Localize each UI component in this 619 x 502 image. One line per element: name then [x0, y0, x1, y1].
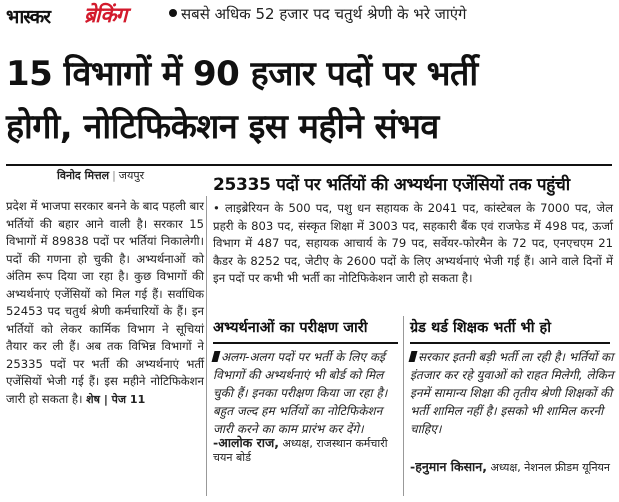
left-column-body: [6, 198, 204, 408]
section-body: • लाइब्रेरियन के 500 पद, पशु धन सहायक के 2041 पद, कांस्टेबल के 7000 पद, जेल प्रहरी के 803 पद, संस्कृत शिक्षा में 3003 पद, सहकारी बैंक एवं राजफेड में 498 पद, ऊर्जा विभाग में 487 पद, सहायक आचार्य के 79 पद, सर्वेयर-फोरमैन के 72 पद, एनएचएम 21 कैडर के 8252 पद, जेटीए के 2600 पदों के लिए अभ्यर्थनाएं भेजी गई हैं। आने वाले दिनों में इन पदों पर कभी भी भर्ती का नोटिफिकेशन जारी हो सकता है।: [213, 201, 613, 285]
breaking-label: ब्रेकिंग: [84, 3, 127, 27]
box1-rule: [213, 342, 398, 344]
byline-author: विनोद मित्तल: [57, 169, 110, 182]
box2-heading: ग्रेड थर्ड शिक्षक भर्ती भी हो: [410, 320, 551, 336]
box-divider: [403, 316, 404, 496]
headline: [6, 48, 616, 154]
headline-divider: [6, 164, 612, 166]
headline-line-1: 15 विभागों में 90 हजार पदों पर भर्ती: [6, 54, 478, 94]
box2-designation: अध्यक्ष, नेशनल फ्रीडम यूनियन: [490, 461, 611, 474]
brand-logo: भास्कर: [6, 6, 51, 28]
quote-mark-icon: [212, 351, 221, 362]
box2-quote-text: सरकार इतनी बड़ी भर्ती ला रही है। भर्तियों का इंतजार कर रहे युवाओं को राहत मिलेगी, लेकिन इनमें सामान्य शिक्षा की तृतीय श्रेणी शिक्षकों की भर्ती शामिल नहीं है। इसको भी शामिल करनी चाहिए।: [410, 350, 614, 436]
continued-label: शेष | पेज 11: [86, 392, 146, 406]
box2-attribution: [410, 460, 614, 475]
box2-name: -हनुमान किसान,: [410, 459, 487, 474]
bullet-dot: [169, 9, 177, 17]
box1-quote: [213, 348, 399, 438]
box1-attribution: [213, 436, 403, 465]
kicker-text: सबसे अधिक 52 हजार पद चतुर्थ श्रेणी के भरे जाएंगे: [181, 5, 467, 23]
byline: विनोद मित्तल | जयपुर: [57, 169, 145, 182]
column-divider: [206, 196, 207, 496]
quote-mark-icon: [409, 351, 418, 362]
box1-heading: अभ्यर्थनाओं का परीक्षण जारी: [213, 320, 368, 336]
box1-quote-text: अलग-अलग पदों पर भर्ती के लिए कई विभागों की अभ्यर्थनाएं भी बोर्ड को मिल चुकी हैं। इनका परीक्षण किया जा रहा है। बहुत जल्द हम भर्तियों का नोटिफिकेशन जारी करने का काम प्रारंभ कर देंगे।: [213, 350, 388, 436]
headline-line-2: होगी, नोटिफिकेशन इस महीने संभव: [6, 107, 439, 147]
byline-city: जयपुर: [118, 169, 145, 182]
left-column-text: प्रदेश में भाजपा सरकार बनने के बाद पहली बार भर्तियों की बहार आने वाली है। सरकार 15 विभागों में 89838 पदों पर भर्तियां निकालेगी। पदों की गणना हो चुकी है। अभ्यर्थनाओं को अंतिम रूप दिया जा रहा है। कुछ विभागों की अभ्यर्थनाएं एजेंसियों को मिल गई हैं। सर्वाधिक 52453 पद चतुर्थ श्रेणी कर्मचारियों के हैं। इन भर्तियों को लेकर कार्मिक विभाग ने सूचियां तैयार कर ली हैं। अब तक विभिन्न विभागों ने 25335 पदों पर भर्ती की अभ्यर्थनाएं भर्ती एजेंसियों भेजी गई हैं। इस महीने नोटिफिकेशन जारी हो सकता है।: [6, 199, 204, 406]
box2-rule: [410, 342, 610, 344]
box1-name: -आलोक राज,: [213, 435, 280, 450]
box2-quote: [410, 348, 614, 438]
box1-designation: अध्यक्ष, राजस्थान कर्मचारी चयन बोर्ड: [213, 437, 388, 464]
section-subhead: 25335 पदों पर भर्तियों की अभ्यर्थना एजेंसियों तक पहुंची: [213, 175, 570, 195]
